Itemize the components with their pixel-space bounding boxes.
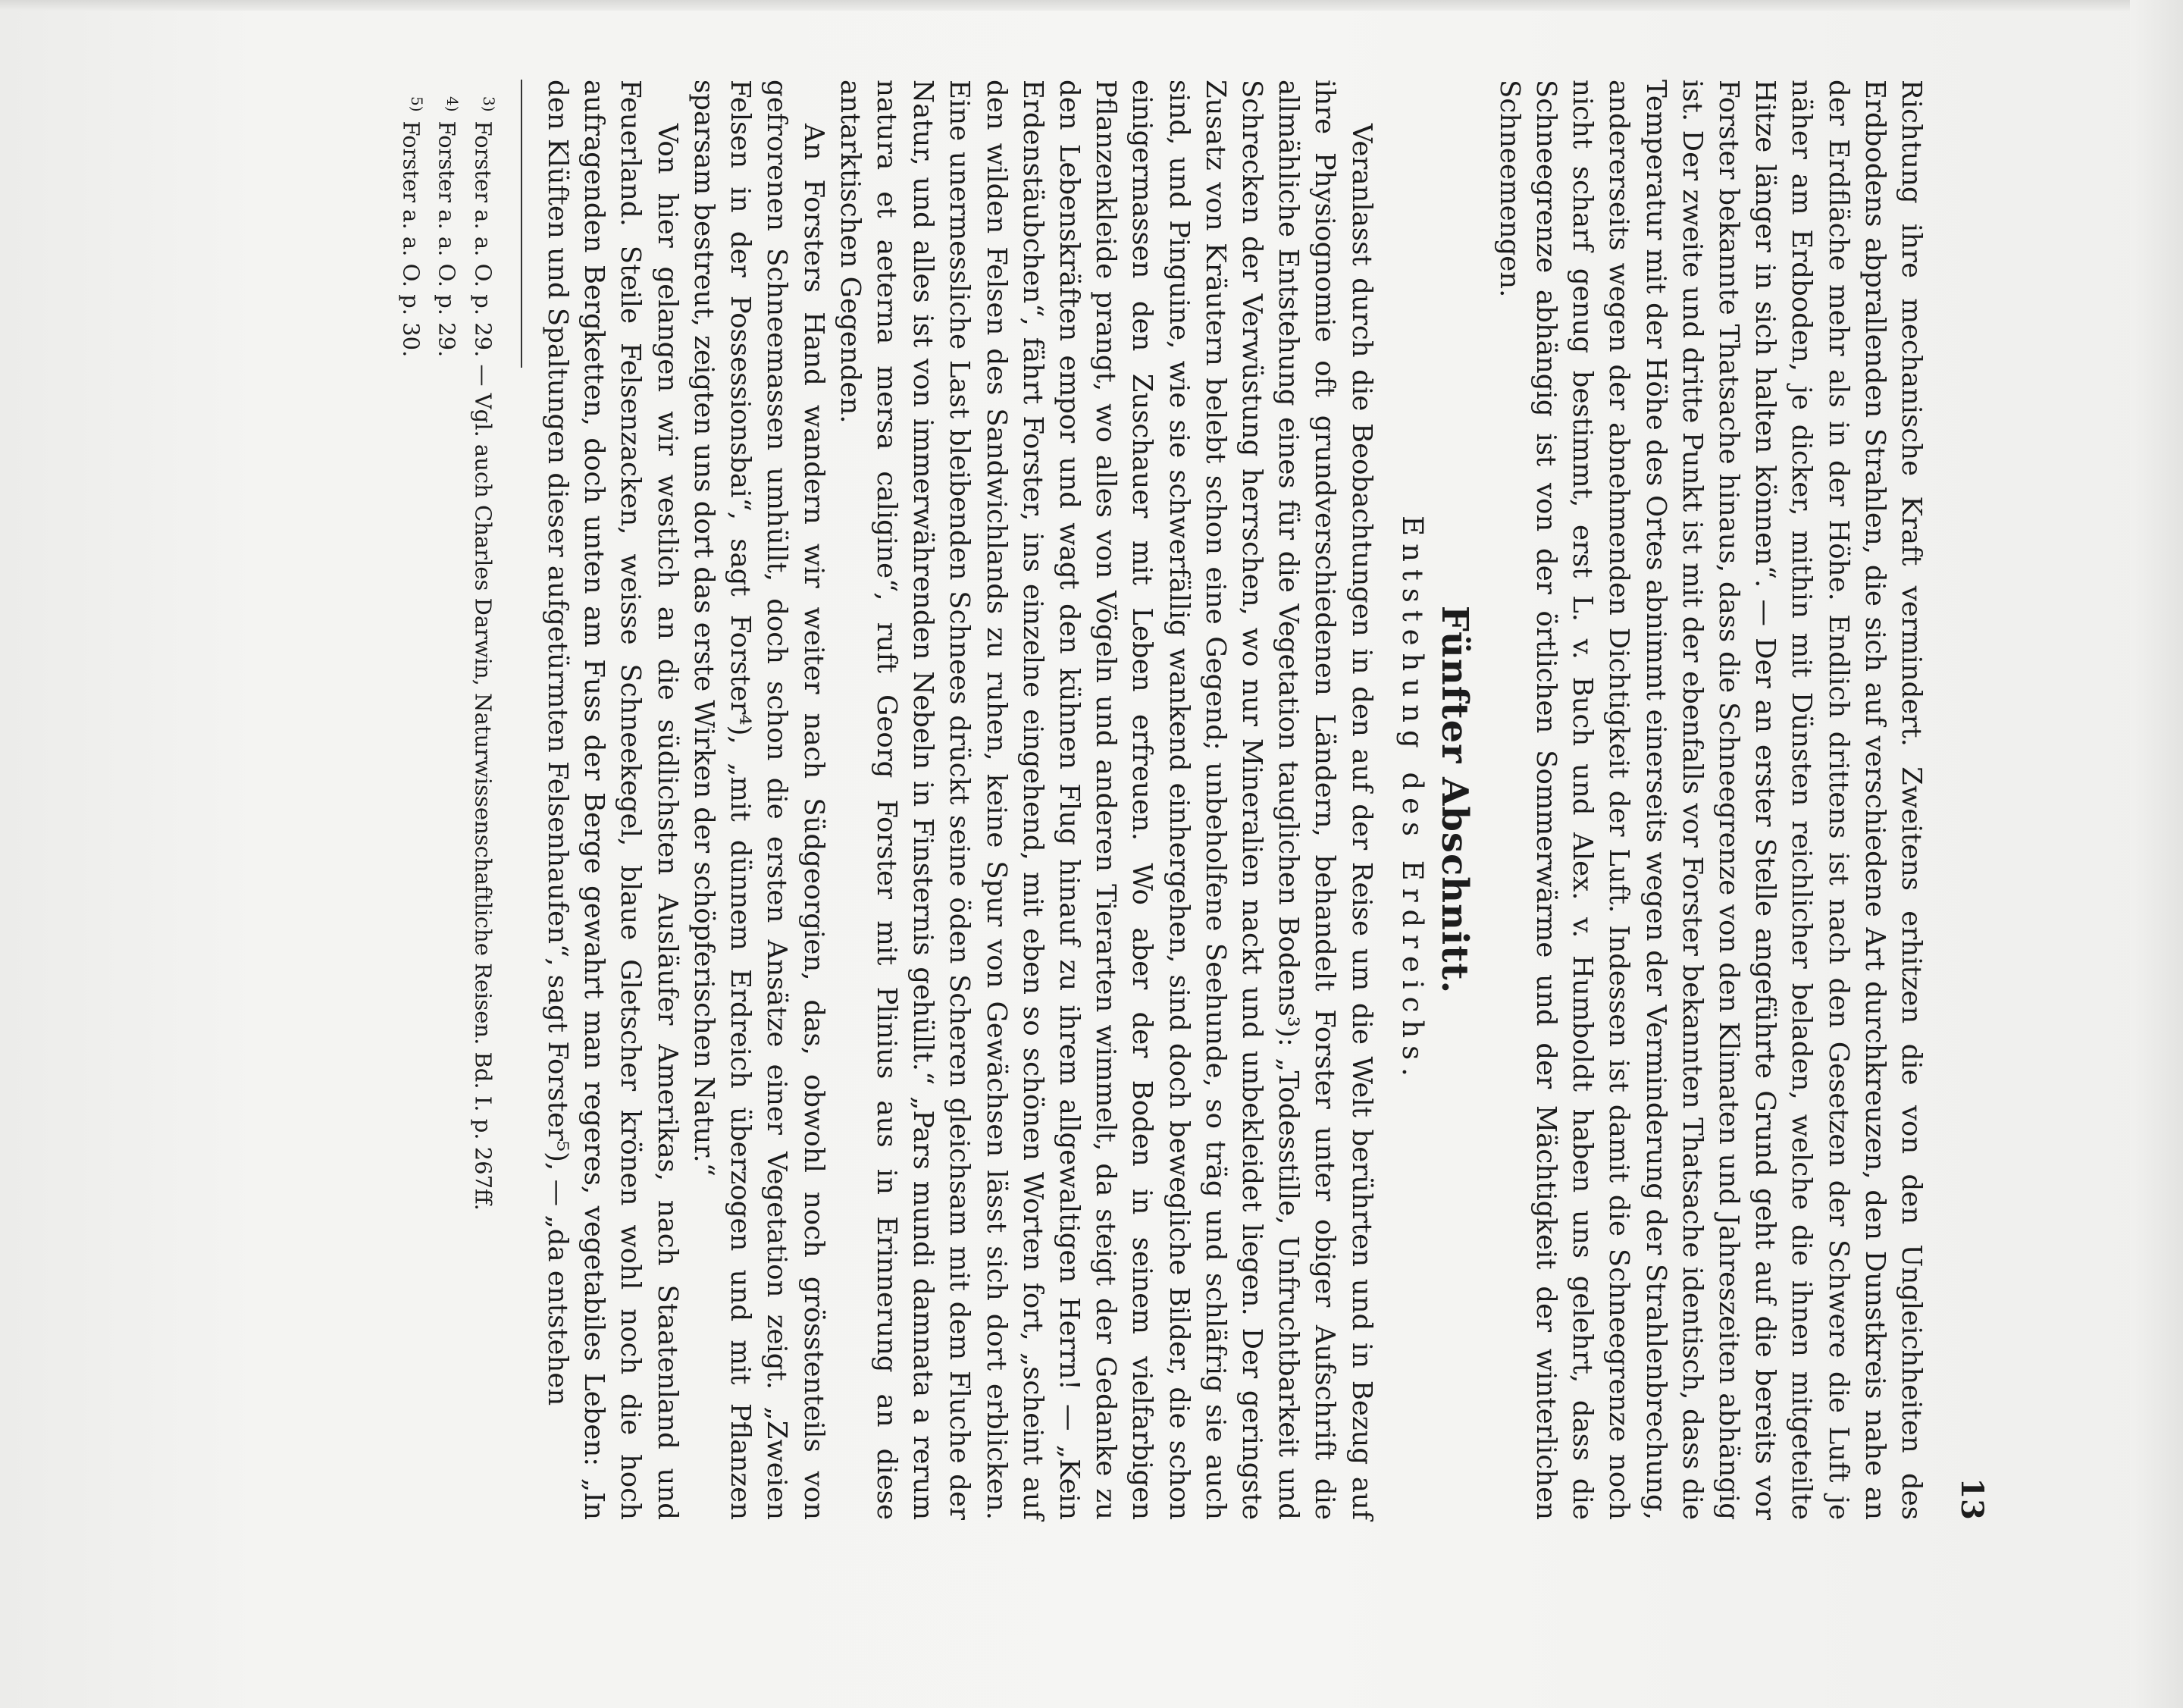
page-number: 13 [1954, 1478, 1990, 1520]
book-page [193, 80, 1990, 1520]
footnote-mark: 4) [443, 96, 462, 112]
footnote-text: Forster a. a. O. p. 29. — Vgl. auch Charles Darwin, Naturwissenschaftliche Reisen. Bd. I. p. 267ff. [470, 121, 496, 1211]
paragraph: Richtung ihre mechanische Kraft vermindert. Zweitens erhitzen die von den Ungleichheiten des Erdbodens abprallenden Strahlen, die sich auf verschiedene Art durchkreuzen, den Dunstkreis nahe an der Erdfläche mehr als in der Höhe. Endlich drittens ist nach den Gesetzen der Schwere die Luft je näher am Erdboden, je dicker, mithin mit Dünsten reichlicher beladen, welche die ihnen mitgeteilte Hitze länger in sich halten können“. — Der an erster Stelle angeführte Grund geht auf die bereits vor Forster bekannte Thatsache hinaus, dass die Schneegrenze von den Klimaten und Jahreszeiten abhängig ist. Der zweite und dritte Punkt ist mit der ebenfalls vor Forster bekannten Thatsache identisch, dass die Temperatur mit der Höhe des Ortes abnimmt einerseits wegen der Verminderung der Strahlenbrechung, andererseits wegen der abnehmenden Dichtigkeit der Luft. Indessen ist damit die Schneegrenze noch nicht scharf genug bestimmt, erst L. v. Buch und Alex. v. Humboldt haben uns gelehrt, dass die Schneegrenze abhängig ist von der örtlichen Sommerwärme und der Mächtigkeit der winterlichen Schneemengen. [1493, 80, 1927, 1520]
scan-top-edge [0, 0, 2183, 11]
footnote-text: Forster a. a. O. p. 29. [434, 121, 460, 358]
footnote-divider [521, 80, 522, 368]
paragraph: Von hier gelangen wir westlich an die südlichsten Ausläufer Amerikas, nach Staatenland und Feuerland. Steile Felsenzacken, weisse Schneekegel, blaue Gletscher krönen wohl noch die hoch aufragenden Bergketten, doch unten am Fuss der Berge gewahrt man regeres, vegetabiles Leben: „In den Klüften und Spaltungen dieser aufgetürmten Felsenhaufen“, sagt Forster⁵), — „da entstehen [542, 80, 683, 1520]
footnote-mark: 3) [479, 96, 498, 112]
footnote [432, 96, 468, 1520]
footnote-text: Forster a. a. O. p. 30. [397, 121, 424, 358]
page-body [396, 80, 1929, 1520]
footnote [468, 96, 504, 1520]
footnote-mark: 5) [407, 96, 426, 112]
section-heading: Fünfter Abschnitt. [1433, 605, 1476, 995]
scan-right-edge [2130, 0, 2183, 1708]
section-subheading: Entstehung des Erdreichs. [1395, 516, 1429, 1084]
footnote [396, 96, 432, 1520]
paragraph: Veranlasst durch die Beobachtungen in den auf der Reise um die Welt berührten und in Bezug auf ihre Physiognomie oft grundverschiedenen Ländern, behandelt Forster unter obiger Aufschrift die allmähliche Entstehung eines für die Vegetation tauglichen Bodens³): „Todesstille, Unfruchtbarkeit und Schrecken der Verwüstung herrschen, wo nur Mineralien nackt und unbekleidet liegen. Der geringste Zusatz von Kräutern belebt schon eine Gegend; unbeholfene Seehunde, so träg und schläfrig sie auch sind, und Pinguine, wie sie schwerfällig wankend einhergehen, sind doch bewegliche Bilder, die schon einigermassen den Zuschauer mit Leben erfreuen. Wo aber der Boden in seinem vielfarbigen Pflanzenkleide prangt, wo alles von Vögeln und anderen Tierarten wimmelt, da steigt der Gedanke zu den Lebenskräften empor und wagt den kühnen Flug hinauf zu ihrem allgewaltigen Herrn! — „Kein Erdenstäubchen“, fährt Forster, ins einzelne eingehend, mit eben so schönen Worten fort, „scheint auf den wilden Felsen des Sandwichlands zu ruhen, keine Spur von Gewächsen lässt sich dort erblicken. Eine unermessliche Last bleibenden Schnees drückt seine öden Scheren gleichsam mit dem Fluche der Natur, und alles ist von immerwährenden Nebeln in Finsternis gehüllt.“ „Pars mundi damnata a rerum natura et aeterna mersa caligine“, ruft Georg Forster mit Plinius aus in Erinnerung an diese antarktischen Gegenden. [834, 80, 1377, 1520]
paragraph: An Forsters Hand wandern wir weiter nach Südgeorgien, das, obwohl noch grösstenteils von gefrorenen Schneemassen umhüllt, doch schon die ersten Ansätze einer Vegetation zeigt. „Zweien Felsen in der Possessionsbai“, sagt Forster⁴), „mit dünnem Erdreich überzogen und mit Pflanzen sparsam bestreut, zeigten uns dort das erste Wirken der schöpferischen Natur.“ [687, 80, 829, 1520]
